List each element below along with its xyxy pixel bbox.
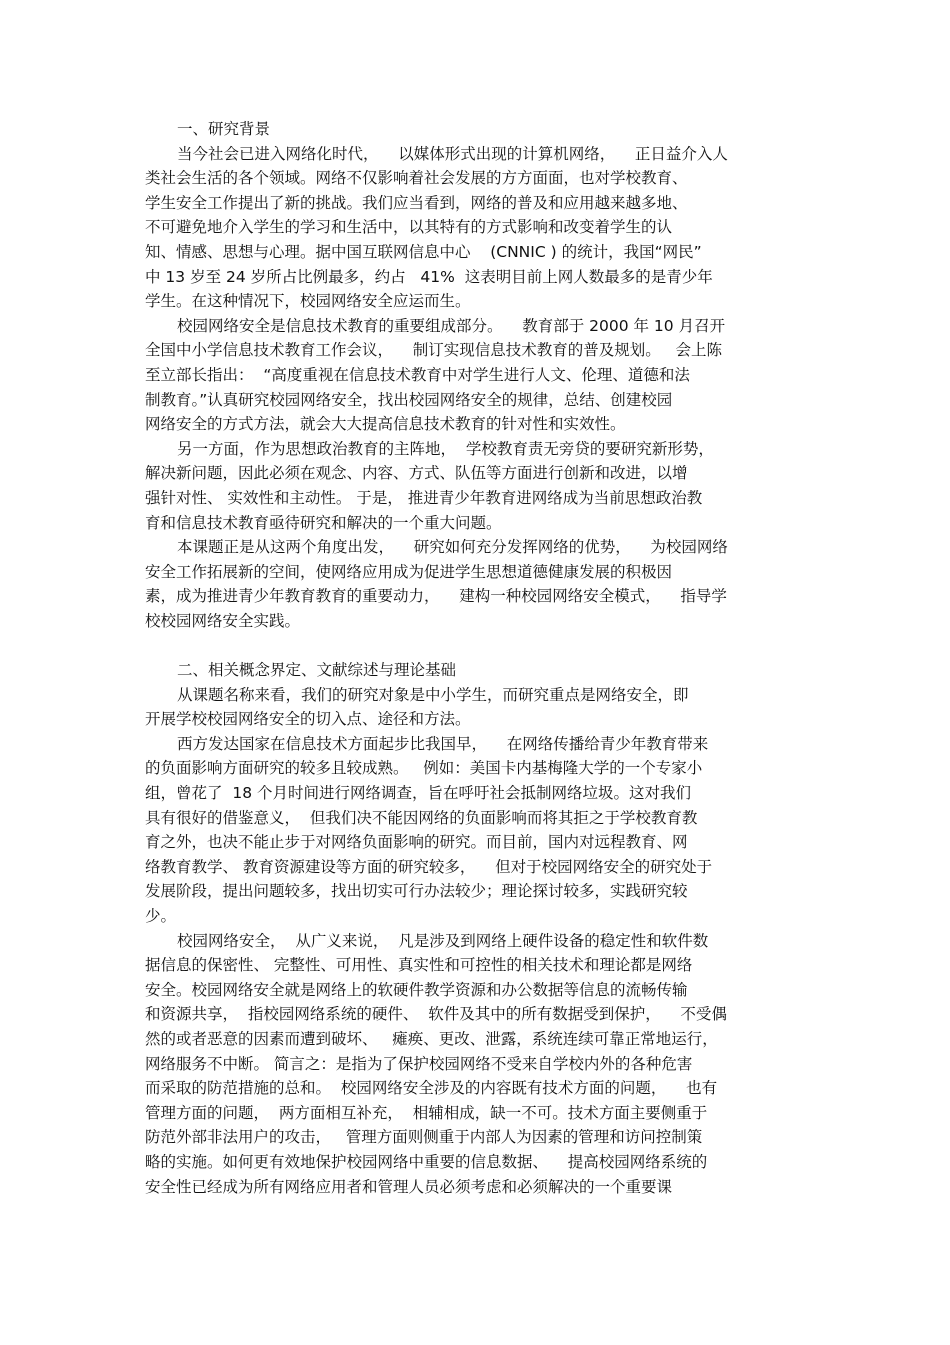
paragraph-line: 安全工作拓展新的空间，使网络应用成为促进学生思想道德健康发展的积极因 — [145, 562, 673, 581]
paragraph-line: 育之外，也决不能止步于对网络负面影响的研究。而目前，国内对远程教育、网 — [145, 833, 688, 852]
paragraph-line: 制教育。”认真研究校园网络安全，找出校园网络安全的规律，总结、创建校园 — [145, 390, 673, 409]
paragraph-line: 开展学校校园网络安全的切入点、途径和方法。 — [145, 710, 471, 729]
paragraph-line: 然的或者恶意的因素而遭到破坏、 瘫痪、更改、泄露，系统连续可靠正常地运行， — [145, 1029, 718, 1048]
paragraph-line: 防范外部非法用户的攻击， 管理方面则侧重于内部人为因素的管理和访问控制策 — [145, 1128, 703, 1147]
paragraph-line: 解决新问题，因此必须在观念、内容、方式、队伍等方面进行创新和改进，以增 — [145, 464, 688, 483]
paragraph-line: 安全性已经成为所有网络应用者和管理人员必须考虑和必须解决的一个重要课 — [145, 1177, 673, 1196]
paragraph-line: 从课题名称来看，我们的研究对象是中小学生，而研究重点是网络安全，即 — [177, 685, 689, 704]
paragraph-line: 组，曾花了 18 个月时间进行网络调查，旨在呼吁社会抵制网络垃圾。这对我们 — [145, 784, 692, 803]
paragraph-line: 和资源共享， 指校园网络系统的硬件、 软件及其中的所有数据受到保护， 不受偶 — [145, 1005, 727, 1024]
paragraph-line: 管理方面的问题， 两方面相互补充， 相辅相成，缺一不可。技术方面主要侧重于 — [145, 1103, 708, 1122]
paragraph-line: 校校园网络安全实践。 — [145, 611, 301, 630]
section-heading-concepts-literature: 二、相关概念界定、文献综述与理论基础 — [177, 661, 457, 680]
document-body — [145, 117, 810, 1199]
paragraph-line: 具有很好的借鉴意义， 但我们决不能因网络的负面影响而将其拒之于学校教育教 — [145, 808, 698, 827]
paragraph-line: 强针对性、 实效性和主动性。 于是， 推进青少年教育进网络成为当前思想政治教 — [145, 488, 703, 507]
paragraph-line: 素，成为推进青少年教育教育的重要动力， 建构一种校园网络安全模式， 指导学 — [145, 587, 727, 606]
paragraph-line: 络教育教学、 教育资源建设等方面的研究较多， 但对于校园网络安全的研究处于 — [145, 857, 713, 876]
paragraph-line: 校园网络安全是信息技术教育的重要组成部分。 教育部于 2000 年 10 月召开 — [177, 316, 726, 335]
paragraph-line: 全国中小学信息技术教育工作会议， 制订实现信息技术教育的普及规划。 会上陈 — [145, 341, 722, 360]
paragraph-line: 网络安全的方式方法，就会大大提高信息技术教育的针对性和实效性。 — [145, 415, 626, 434]
paragraph-line: 略的实施。如何更有效地保护校园网络中重要的信息数据、 提高校园网络系统的 — [145, 1152, 708, 1171]
blank-line — [145, 633, 810, 658]
paragraph-line: 安全。校园网络安全就是网络上的软硬件教学资源和办公数据等信息的流畅传输 — [145, 980, 688, 999]
paragraph-line: 类社会生活的各个领域。网络不仅影响着社会发展的方方面面，也对学校教育、 — [145, 169, 688, 188]
paragraph-line: 的负面影响方面研究的较多且较成熟。 例如：美国卡内基梅隆大学的一个专家小 — [145, 759, 703, 778]
paragraph-line: 学生安全工作提出了新的挑战。我们应当看到，网络的普及和应用越来越多地、 — [145, 193, 688, 212]
paragraph-line: 据信息的保密性、 完整性、可用性、真实性和可控性的相关技术和理论都是网络 — [145, 956, 693, 975]
paragraph-line: 不可避免地介入学生的学习和生活中，以其特有的方式影响和改变着学生的认 — [145, 218, 673, 237]
paragraph-line: 育和信息技术教育亟待研究和解决的一个重大问题。 — [145, 513, 502, 532]
paragraph-line: 中 13 岁至 24 岁所占比例最多，约占 41% 这表明目前上网人数最多的是青少年 — [145, 267, 713, 286]
paragraph-line: 发展阶段，提出问题较多，找出切实可行办法较少；理论探讨较多，实践研究较 — [145, 882, 688, 901]
paragraph-line: 本课题正是从这两个角度出发， 研究如何充分发挥网络的优势， 为校园网络 — [177, 538, 728, 557]
paragraph-line: 网络服务不中断。 简言之：是指为了保护校园网络不受来自学校内外的各种危害 — [145, 1054, 693, 1073]
paragraph-line: 知、情感、思想与心理。据中国互联网信息中心 (CNNIC ) 的统计，我国“网民” — [145, 242, 702, 261]
paragraph-line: 西方发达国家在信息技术方面起步比我国早， 在网络传播给青少年教育带来 — [177, 734, 709, 753]
paragraph-line: 学生。在这种情况下，校园网络安全应运而生。 — [145, 292, 471, 311]
paragraph-line: 另一方面，作为思想政治教育的主阵地， 学校教育责无旁贷的要研究新形势， — [177, 439, 714, 458]
paragraph-line: 少。 — [145, 907, 177, 925]
paragraph-line: 校园网络安全， 从广义来说， 凡是涉及到网络上硬件设备的稳定性和软件数 — [177, 931, 709, 950]
paragraph-line: 当今社会已进入网络化时代， 以媒体形式出现的计算机网络， 正日益介入人 — [177, 144, 728, 163]
paragraph-line: 而采取的防范措施的总和。 校园网络安全涉及的内容既有技术方面的问题， 也有 — [145, 1079, 718, 1098]
section-heading-research-background: 一、研究背景 — [177, 120, 271, 138]
paragraph-line: 至立部长指出： “高度重视在信息技术教育中对学生进行人文、伦理、道德和法 — [145, 365, 690, 384]
